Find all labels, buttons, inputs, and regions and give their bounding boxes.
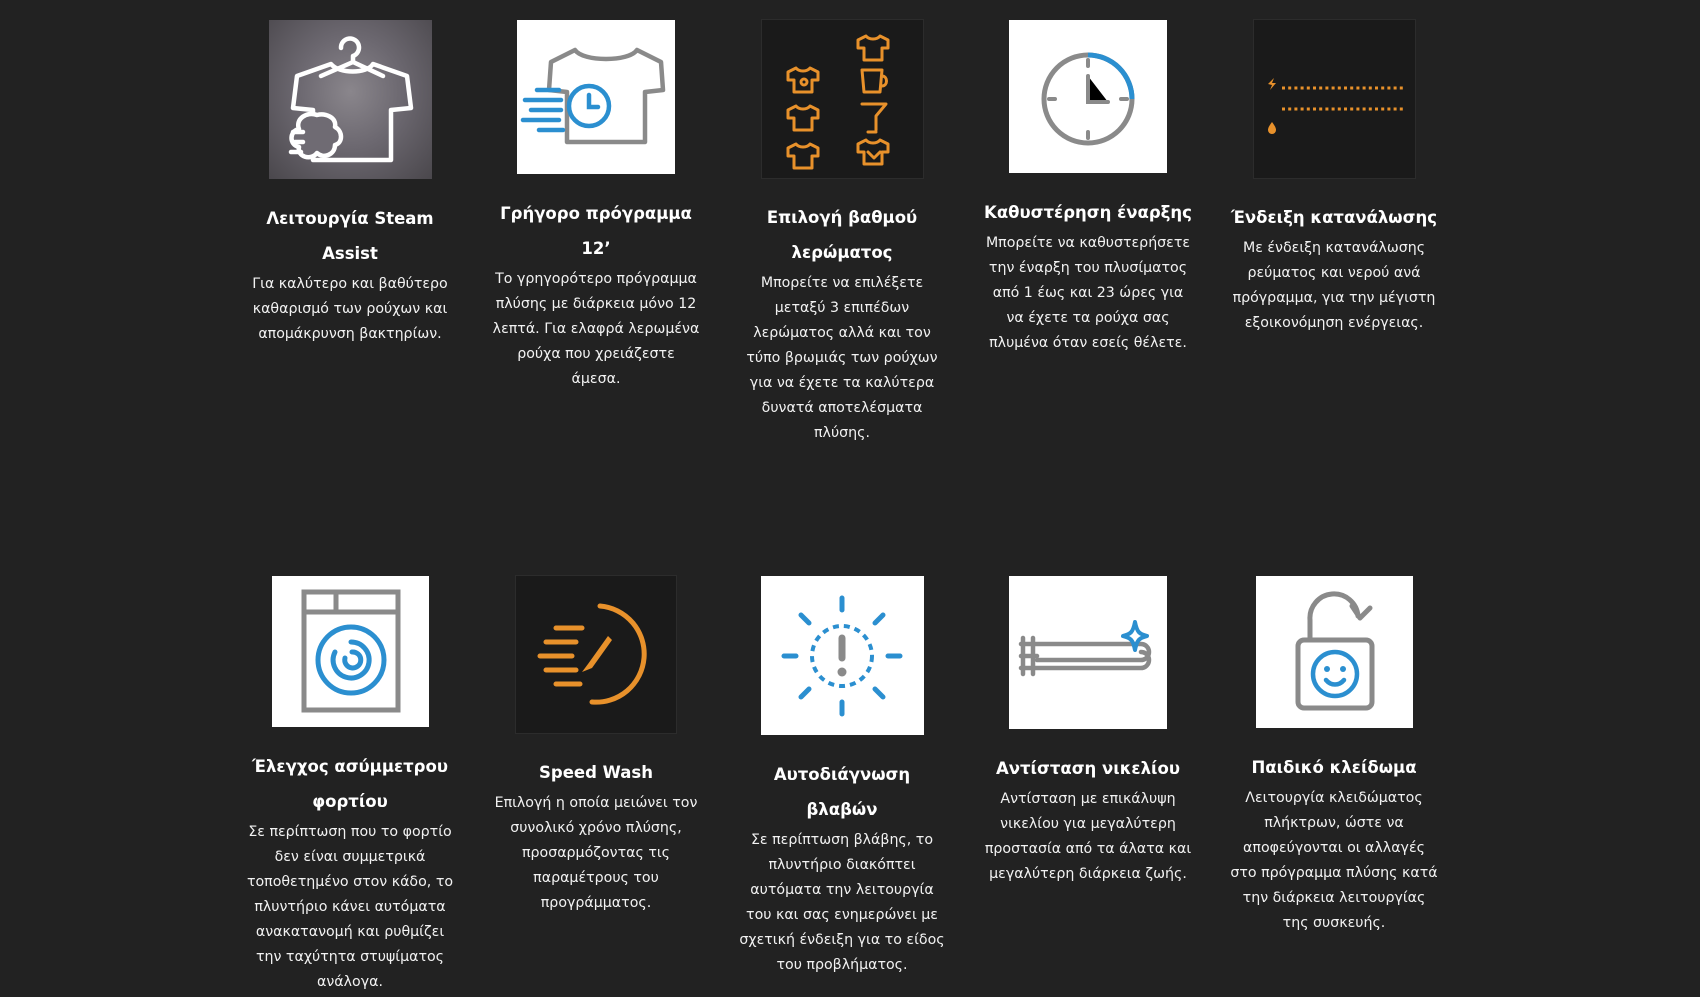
feature-description: Για καλύτερο και βαθύτερο καθαρισμό των ρούχων και απομάκρυνση βακτηρίων.: [252, 276, 448, 342]
feature-soil-level: [737, 20, 947, 446]
feature-description: Επιλογή η οποία μειώνει τον συνολικό χρόνο πλύσης, προσαρμόζοντας τις παραμέτρους του προγράμματος.: [494, 795, 698, 911]
feature-title: Speed Wash: [539, 763, 653, 782]
feature-self-diagnosis: [737, 576, 947, 978]
feature-description: Αντίσταση με επικάλυψη νικελίου για μεγαλύτερη προστασία από τα άλατα και μεγαλύτερη διάρκεια ζωής.: [984, 791, 1192, 882]
feature-quick-wash: [491, 20, 701, 392]
feature-title: Αυτοδιάγνωση βλαβών: [773, 765, 911, 819]
feature-description: Με ένδειξη κατανάλωσης ρεύματος και νερού ανά πρόγραμμα, για την μέγιστη εξοικονόμηση ενέργειας.: [1232, 240, 1436, 331]
feature-title: Γρήγορο πρόγραμμα 12’: [500, 204, 692, 258]
consumption-indicator-icon: [1254, 20, 1415, 178]
speed-wash-icon: [516, 576, 676, 733]
quick-wash-icon: [517, 20, 675, 174]
feature-title: Επιλογή βαθμού λερώματος: [766, 208, 918, 262]
feature-title: Έλεγχος ασύμμετρου φορτίου: [252, 757, 448, 811]
feature-title: Ένδειξη κατανάλωσης: [1230, 208, 1438, 227]
feature-delay-start: [983, 20, 1193, 356]
feature-description: Λειτουργία κλειδώματος πλήκτρων, ώστε να αποφεύγονται οι αλλαγές στο πρόγραμμα πλύσης κατά την διάρκεια λειτουργίας της συσκευής.: [1230, 790, 1438, 931]
feature-description: Σε περίπτωση βλάβης, το πλυντήριο διακόπτει αυτόματα την λειτουργία του και σας ενημερώνει με σχετική ένδειξη για το είδος του προβλήματος.: [739, 832, 945, 973]
feature-steam-assist: [245, 20, 455, 347]
clock-icon: [1009, 20, 1167, 173]
feature-child-lock: [1229, 576, 1439, 936]
feature-title: Αντίσταση νικελίου: [996, 759, 1180, 778]
feature-title: Λειτουργία Steam Assist: [266, 209, 434, 263]
feature-description: Μπορείτε να επιλέξετε μεταξύ 3 επιπέδων λερώματος αλλά και τον τύπο βρωμιάς των ρούχων για να έχετε τα καλύτερα δυνατά αποτελέσματα πλύσης.: [746, 275, 938, 441]
feature-consumption: [1229, 20, 1439, 336]
feature-nickel-heater: [983, 576, 1193, 887]
feature-title: Παιδικό κλείδωμα: [1251, 758, 1417, 777]
feature-description: Μπορείτε να καθυστερήσετε την έναρξη του πλυσίματος από 1 έως και 23 ώρες για να έχετε τα ρούχα σας πλυμένα όταν εσείς θέλετε.: [985, 235, 1191, 351]
child-lock-icon: [1256, 576, 1413, 728]
feature-title: Καθυστέρηση έναρξης: [984, 203, 1192, 222]
washing-machine-icon: [272, 576, 429, 727]
steam-shirt-icon: [269, 20, 432, 179]
feature-description: Σε περίπτωση που το φορτίο δεν είναι συμμετρικά τοποθετημένο στον κάδο, το πλυντήριο κάνει αυτόματα ανακατανομή και ρυθμίζει την ταχύτητα στυψίματος ανάλογα.: [246, 824, 454, 990]
feature-description: Το γρηγορότερο πρόγραμμα πλύσης με διάρκεια μόνο 12 λεπτά. Για ελαφρά λερωμένα ρούχα που χρειάζεστε άμεσα.: [492, 271, 700, 387]
self-diagnosis-icon: [761, 576, 924, 735]
stain-types-icon: [762, 20, 923, 178]
nickel-heater-icon: [1009, 576, 1167, 729]
feature-unbalanced-load: [245, 576, 455, 995]
feature-speed-wash: [491, 576, 701, 916]
